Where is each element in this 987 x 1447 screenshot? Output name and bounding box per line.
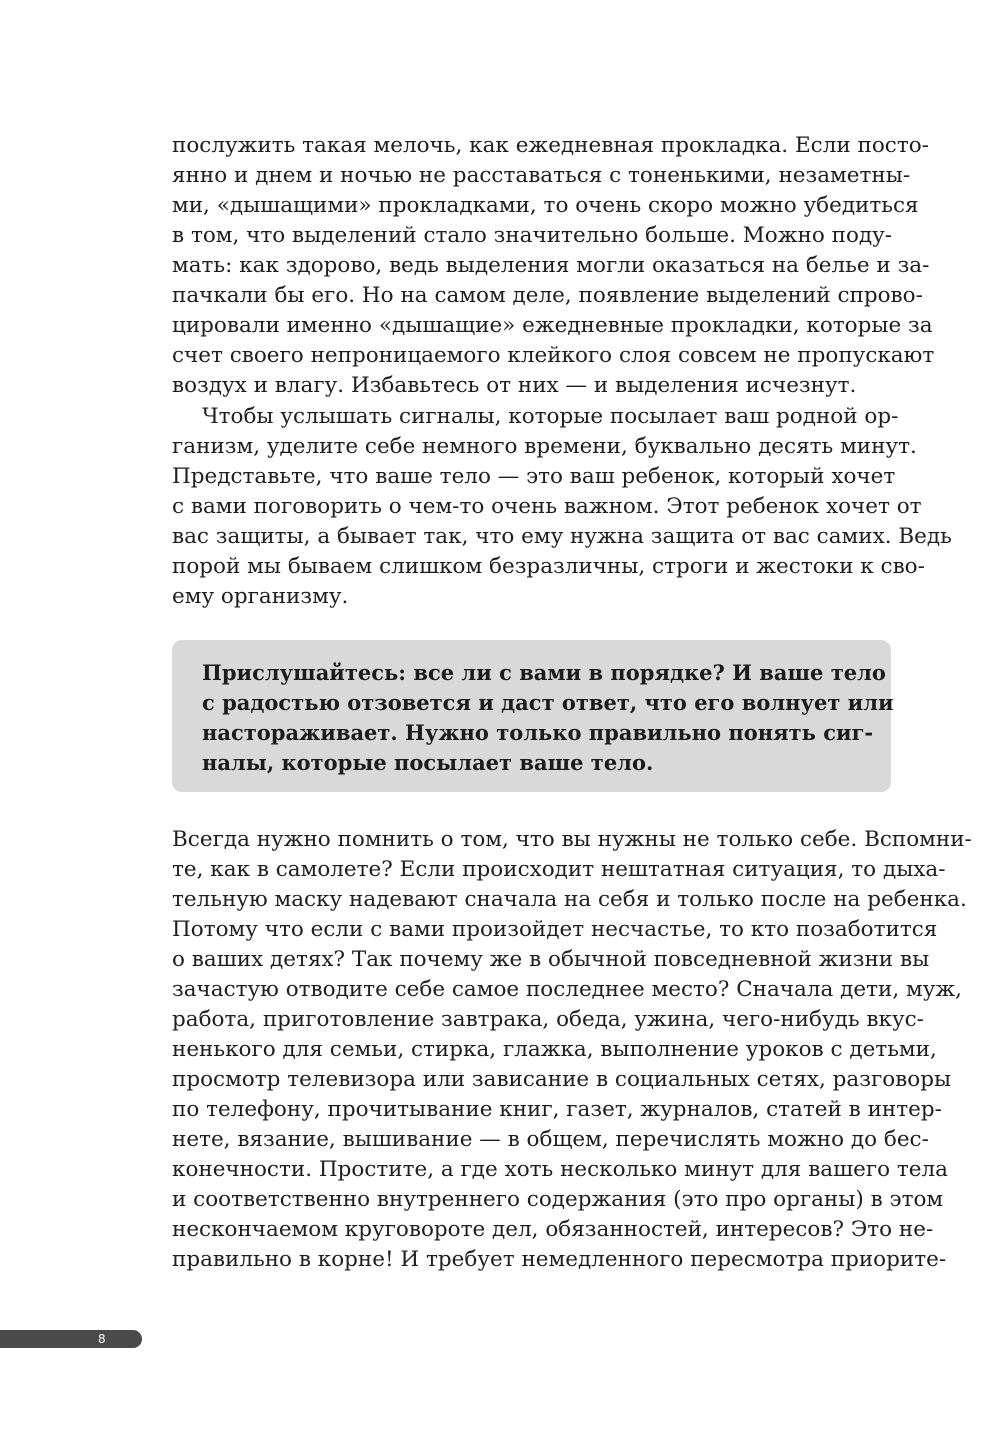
text-line: правильно в корне! И требует немедленного пересмотра приорите-: [172, 1247, 947, 1272]
text-line: с вами поговорить о чем-то очень важном. Этот ребенок хочет от: [172, 494, 922, 519]
text-line: о ваших детях? Так почему же в обычной повседневной жизни вы: [172, 947, 930, 972]
text-line: ему организму.: [172, 584, 349, 609]
callout-box: [172, 640, 894, 792]
text-line: Чтобы услышать сигналы, которые посылает ваш родной ор-: [202, 404, 899, 429]
text-line: вас защиты, а бывает так, что ему нужна защита от вас самих. Ведь: [172, 524, 952, 549]
text-line: Потому что если с вами произойдет несчастье, то кто позаботится: [172, 917, 938, 942]
text-line: работа, приготовление завтрака, обеда, ужина, чего-нибудь вкус-: [172, 1007, 924, 1032]
callout-line: с радостью отзовется и даст ответ, что его волнует или: [202, 690, 894, 715]
text-line: янно и днем и ночью не расставаться с тоненькими, незаметны-: [172, 163, 911, 188]
text-line: просмотр телевизора или зависание в социальных сетях, разговоры: [172, 1067, 952, 1092]
text-line: по телефону, прочитывание книг, газет, журналов, статей в интер-: [172, 1097, 942, 1122]
text-line: ми, «дышащими» прокладками, то очень скоро можно убедиться: [172, 193, 919, 218]
text-line: послужить такая мелочь, как ежедневная прокладка. Если посто-: [172, 133, 929, 158]
text-line: цировали именно «дышащие» ежедневные прокладки, которые за: [172, 313, 933, 338]
callout-line: налы, которые посылает ваше тело.: [202, 750, 654, 775]
text-line: и соответственно внутреннего содержания (это про органы) в этом: [172, 1187, 944, 1212]
page-number-tab: [0, 1330, 142, 1348]
text-line: зачастую отводите себе самое последнее место? Сначала дети, муж,: [172, 977, 962, 1002]
text-line: мать: как здорово, ведь выделения могли оказаться на белье и за-: [172, 253, 930, 278]
text-line: Представьте, что ваше тело — это ваш ребенок, который хочет: [172, 464, 896, 489]
text-line: нете, вязание, вышивание — в общем, перечислять можно до бес-: [172, 1127, 929, 1152]
text-line: нескончаемом круговороте дел, обязанностей, интересов? Это не-: [172, 1217, 934, 1242]
text-line: ненького для семьи, стирка, глажка, выполнение уроков с детьми,: [172, 1037, 937, 1062]
text-line: Всегда нужно помнить о том, что вы нужны не только себе. Вспомни-: [172, 827, 972, 852]
page-number: 8: [98, 1332, 106, 1346]
text-line: пачкали бы его. Но на самом деле, появление выделений спрово-: [172, 283, 923, 308]
text-line: порой мы бываем слишком безразличны, строги и жестоки к сво-: [172, 554, 925, 579]
text-line: тельную маску надевают сначала на себя и только после на ребенка.: [172, 887, 967, 912]
callout-line: Прислушайтесь: все ли с вами в порядке? И ваше тело: [202, 660, 886, 685]
text-line: ганизм, уделите себе немного времени, буквально десять минут.: [172, 434, 917, 459]
text-line: те, как в самолете? Если происходит нештатная ситуация, то дыха-: [172, 857, 946, 882]
text-line: конечности. Простите, а где хоть несколько минут для вашего тела: [172, 1157, 948, 1182]
callout-line: настораживает. Нужно только правильно понять сиг-: [202, 720, 874, 745]
text-line: в том, что выделений стало значительно больше. Можно поду-: [172, 223, 893, 248]
text-line: счет своего непроницаемого клейкого слоя совсем не пропускают: [172, 343, 935, 368]
text-line: воздух и влагу. Избавьтесь от них — и выделения исчезнут.: [172, 373, 857, 398]
